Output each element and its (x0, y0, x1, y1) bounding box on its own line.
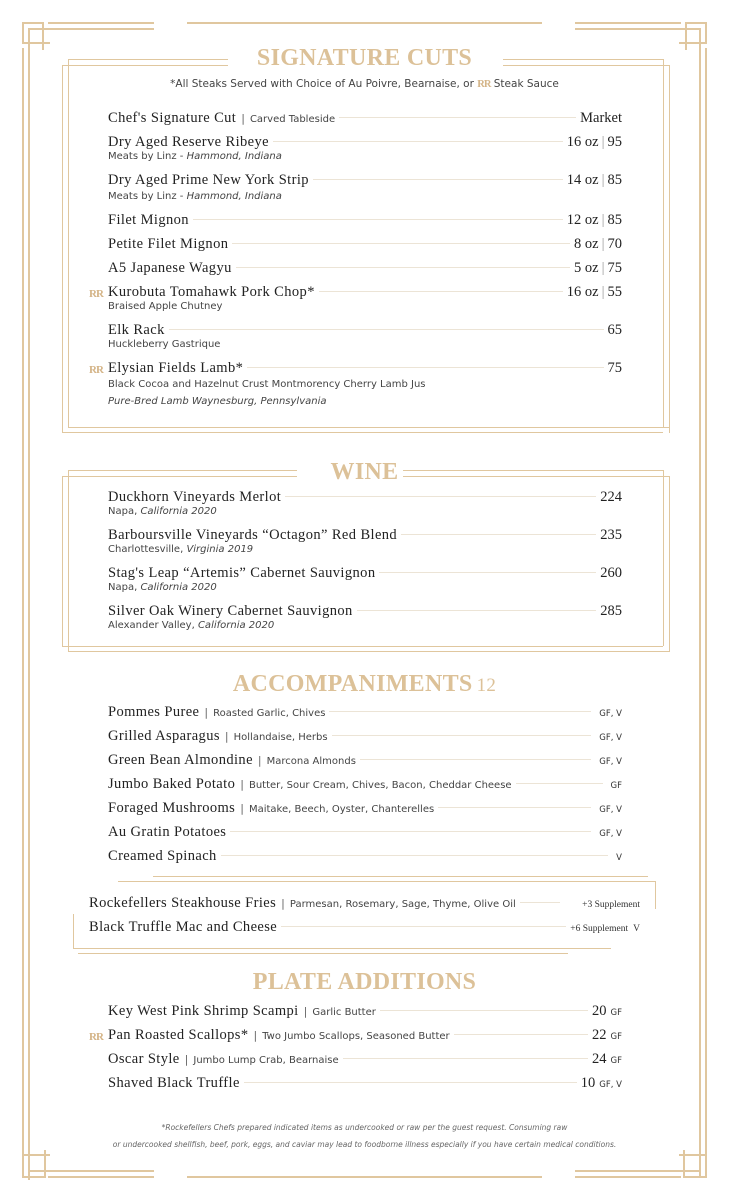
addition-item (108, 1075, 622, 1092)
item-desc: Carved Tableside (249, 114, 336, 125)
item-size: 14 oz (566, 172, 599, 188)
leader-line (230, 831, 591, 832)
item-name: Barboursville Vineyards “Octagon” Red Blend (108, 527, 398, 543)
item-name: Elysian Fields Lamb* (108, 360, 244, 376)
item-sub: Huckleberry Gastrique (108, 339, 221, 350)
diet-tags: V (616, 853, 622, 863)
item-name: Grilled Asparagus (108, 728, 220, 744)
addition-item (108, 1003, 622, 1020)
item-sub: Braised Apple Chutney (108, 301, 223, 312)
menu-item (108, 360, 622, 377)
item-price-value: 70 (607, 236, 622, 252)
item-price: 5 oz | 75 (574, 260, 622, 276)
separator: | (184, 1053, 189, 1066)
item-desc: Hollandaise, Herbs (233, 732, 328, 743)
item-name: A5 Japanese Wagyu (108, 260, 232, 276)
sauce-note (0, 78, 729, 90)
item-price: 20 (592, 1003, 607, 1019)
item-sub-italic: California 2020 (197, 620, 275, 631)
supplement-item (89, 919, 640, 936)
side-item (108, 776, 622, 793)
leader-line (285, 496, 596, 497)
item-price: 14 oz | 85 (566, 172, 622, 188)
item-sub (108, 582, 217, 593)
separator: | (253, 1029, 258, 1042)
item-price-value: 75 (607, 260, 622, 276)
accompaniments-title-text: ACCOMPANIMENTS (232, 671, 473, 697)
diet-tags: GF, V (599, 805, 622, 815)
item-price-value: 55 (607, 284, 622, 300)
separator: | (257, 754, 262, 767)
footnote-line-1: *Rockefellers Chefs prepared indicated items as undercooked or raw per the guest request. Consuming raw (161, 1123, 568, 1132)
leader-line (520, 902, 560, 903)
leader-line (332, 735, 592, 736)
rr-logo-icon: RR (477, 79, 491, 90)
leader-line (380, 1010, 588, 1011)
item-price-value: 85 (607, 212, 622, 228)
separator: | (303, 1005, 308, 1018)
item-sub-text: Alexander Valley, (108, 620, 198, 631)
leader-line (236, 267, 570, 268)
rr-logo-icon: RR (89, 1031, 103, 1043)
wine-item (108, 527, 622, 544)
item-desc: Butter, Sour Cream, Chives, Bacon, Cheddar Cheese (248, 780, 512, 791)
item-price: 10 (580, 1075, 596, 1091)
diet-tags: GF (610, 1008, 622, 1018)
supplement-price: +3 Supplement (582, 900, 640, 910)
item-size: 8 oz (574, 236, 599, 252)
diet-tags: GF, V (599, 733, 622, 743)
diet-tags: GF (610, 781, 622, 791)
separator: | (224, 730, 229, 743)
item-price: 16 oz | 55 (566, 284, 622, 300)
rr-logo-icon: RR (89, 364, 103, 376)
leader-line (273, 141, 563, 142)
plate-additions-title: PLATE ADDITIONS (252, 969, 477, 995)
item-name: Dry Aged Prime New York Strip (108, 172, 309, 188)
item-price: 12 oz | 85 (566, 212, 622, 228)
item-size: 16 oz (566, 134, 599, 150)
item-desc: Garlic Butter (312, 1007, 376, 1018)
wine-item (108, 603, 622, 620)
item-name: Green Bean Almondine (108, 752, 253, 768)
item-size: 16 oz (566, 284, 599, 300)
item-price: Market (580, 110, 622, 126)
accompaniments-title (0, 671, 729, 698)
item-sub (108, 151, 282, 162)
diet-tags: GF, V (599, 829, 622, 839)
item-sub (108, 620, 274, 631)
addition-item (108, 1027, 622, 1044)
item-price: 16 oz | 95 (566, 134, 622, 150)
diet-tags: GF (610, 1056, 622, 1066)
side-item (108, 848, 622, 865)
leader-line (339, 117, 576, 118)
signature-cuts-title: SIGNATURE CUTS (256, 45, 473, 71)
accompaniments-price: 12 (476, 675, 497, 696)
item-price: 224 (600, 489, 622, 505)
item-sub: Black Cocoa and Hazelnut Crust Montmorency Cherry Lamb Jus (108, 379, 426, 390)
item-sub-text: Napa, (108, 582, 141, 593)
sauce-note-suffix: Steak Sauce (493, 78, 559, 90)
item-desc: Parmesan, Rosemary, Sage, Thyme, Olive Oil (289, 899, 516, 910)
menu-item (108, 212, 622, 229)
separator: | (204, 706, 209, 719)
item-name: Filet Mignon (108, 212, 189, 228)
item-sub-text: Meats by Linz - (108, 191, 187, 202)
diet-tags: V (633, 924, 640, 934)
side-item (108, 752, 622, 769)
item-desc: Marcona Almonds (266, 756, 356, 767)
leader-line (193, 219, 563, 220)
supplement-price: +6 Supplement (570, 924, 629, 934)
wine-item (108, 489, 622, 506)
item-desc: Roasted Garlic, Chives (213, 708, 326, 719)
item-sub-text: Napa, (108, 506, 141, 517)
item-sub-italic: California 2020 (140, 506, 217, 517)
footnote-line-2: or undercooked shellfish, beef, pork, eggs, and caviar may lead to foodborne illness especially if you have certain medical conditions. (112, 1140, 617, 1149)
leader-line (313, 179, 563, 180)
leader-line (516, 783, 603, 784)
item-name: Creamed Spinach (108, 848, 217, 864)
item-sub (108, 506, 217, 517)
item-name: Black Truffle Mac and Cheese (89, 919, 278, 935)
diet-tags: GF, V (599, 1080, 622, 1090)
leader-line (281, 926, 566, 927)
item-name: Chef's Signature Cut (108, 110, 237, 126)
item-price-value: 85 (607, 172, 622, 188)
menu-item (108, 134, 622, 151)
leader-line (401, 534, 596, 535)
leader-line (438, 807, 591, 808)
leader-line (319, 291, 563, 292)
item-name: Pan Roasted Scallops* (108, 1027, 249, 1043)
sauce-note-prefix: *All Steaks Served with Choice of Au Poivre, Bearnaise, or (170, 78, 474, 90)
item-price-value: 95 (607, 134, 622, 150)
wine-item (108, 565, 622, 582)
item-name: Stag's Leap “Artemis” Cabernet Sauvignon (108, 565, 376, 581)
supplement-item (89, 895, 640, 912)
leader-line (169, 329, 604, 330)
item-name: Shaved Black Truffle (108, 1075, 240, 1091)
item-price: 285 (600, 603, 622, 619)
item-desc: Jumbo Lump Crab, Bearnaise (193, 1055, 339, 1066)
leader-line (247, 367, 603, 368)
item-size: 12 oz (566, 212, 599, 228)
item-name: Au Gratin Potatoes (108, 824, 227, 840)
diet-tags: GF (610, 1032, 622, 1042)
separator: | (281, 897, 285, 910)
addition-item (108, 1051, 622, 1068)
separator: | (240, 802, 244, 815)
item-name: Jumbo Baked Potato (108, 776, 236, 792)
item-name: Duckhorn Vineyards Merlot (108, 489, 282, 505)
item-name: Key West Pink Shrimp Scampi (108, 1003, 299, 1019)
item-sub-italic: Pure-Bred Lamb Waynesburg, Pennsylvania (108, 396, 327, 407)
item-price: 22 (592, 1027, 607, 1043)
item-name: Kurobuta Tomahawk Pork Chop* (108, 284, 315, 300)
leader-line (232, 243, 570, 244)
leader-line (343, 1058, 588, 1059)
menu-item (108, 284, 622, 301)
leader-line (454, 1034, 588, 1035)
diet-tags: GF, V (599, 709, 622, 719)
item-price: 24 (592, 1051, 607, 1067)
leader-line (357, 610, 597, 611)
item-price: 65 (607, 322, 622, 338)
item-name: Foraged Mushrooms (108, 800, 236, 816)
item-price: 260 (600, 565, 622, 581)
item-sub-italic: Hammond, Indiana (186, 151, 282, 162)
separator: | (240, 778, 244, 791)
wine-title: WINE (330, 459, 399, 485)
item-name: Silver Oak Winery Cabernet Sauvignon (108, 603, 353, 619)
item-name: Petite Filet Mignon (108, 236, 229, 252)
item-name: Dry Aged Reserve Ribeye (108, 134, 270, 150)
item-sub-text: Meats by Linz - (108, 151, 187, 162)
item-name: Pommes Puree (108, 704, 200, 720)
item-sub-italic: California 2020 (140, 582, 217, 593)
item-price: 75 (607, 360, 622, 376)
item-sub-italic: Virginia 2019 (186, 544, 254, 555)
leader-line (360, 759, 591, 760)
item-sub (108, 191, 282, 202)
rr-logo-icon: RR (89, 288, 103, 300)
item-sub-italic: Hammond, Indiana (186, 191, 282, 202)
item-name: Rockefellers Steakhouse Fries (89, 895, 277, 911)
leader-line (221, 855, 608, 856)
side-item (108, 704, 622, 721)
side-item (108, 824, 622, 841)
item-price: 235 (600, 527, 622, 543)
menu-item (108, 236, 622, 253)
leader-line (244, 1082, 577, 1083)
menu-item (108, 110, 622, 127)
item-sub-text: Charlottesville, (108, 544, 187, 555)
diet-tags: GF, V (599, 757, 622, 767)
side-item (108, 728, 622, 745)
item-desc: Two Jumbo Scallops, Seasoned Butter (262, 1031, 450, 1042)
leader-line (379, 572, 596, 573)
side-item (108, 800, 622, 817)
menu-item (108, 322, 622, 339)
item-name: Oscar Style (108, 1051, 180, 1067)
item-sub (108, 544, 253, 555)
separator: | (241, 112, 245, 125)
menu-item (108, 260, 622, 277)
menu-item (108, 172, 622, 189)
item-size: 5 oz (574, 260, 599, 276)
leader-line (329, 711, 591, 712)
item-name: Elk Rack (108, 322, 165, 338)
item-desc: Maitake, Beech, Oyster, Chanterelles (248, 804, 435, 815)
item-price: 8 oz | 70 (574, 236, 622, 252)
